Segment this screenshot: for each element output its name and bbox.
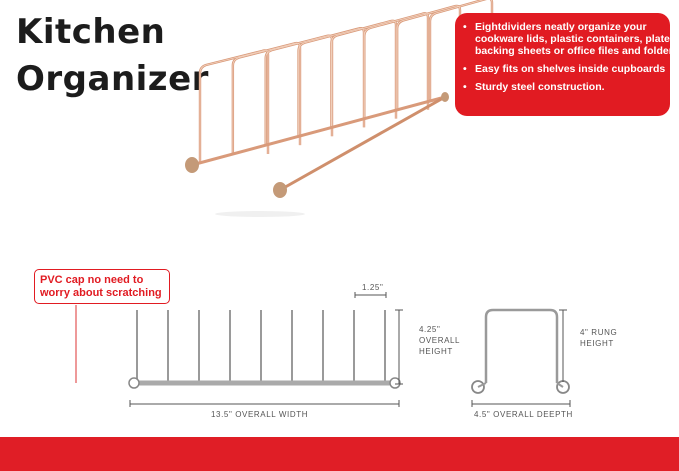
rack-foot-cap [185,157,199,173]
height-label-line1: OVERALL [419,336,461,345]
bullet-icon: • [463,81,467,93]
bullet-icon: • [463,21,467,33]
feature-text-line: Sturdy steel construction. [475,81,605,93]
spacing-label: 1.25" [362,283,384,292]
rack-back-rod [280,97,445,190]
feature-text-line: Easy fits on shelves inside cupboards [475,63,666,75]
height-value-label: 4.25" [419,325,441,334]
rack-foot-cap [441,92,449,102]
callout-line-1: PVC cap no need to [40,274,144,286]
bullet-icon: • [463,63,467,75]
callout-line-2: worry about scratching [40,287,162,299]
depth-label: 4.5" OVERALL DEEPTH [474,410,573,419]
feature-list [463,21,679,93]
title-organizer: Organizer [16,59,209,99]
feature-text-line: Eightdividers neatly organize your [475,21,647,33]
feature-item [463,81,662,93]
rung-label-line2: HEIGHT [580,339,614,348]
rack-front-rod [192,97,445,165]
feature-text-line: cookware lids, plastic containers, plates [475,33,676,45]
rack-foot-cap [273,182,287,198]
feature-item [463,21,679,57]
side-view-rung [486,310,557,383]
footer-bar [0,437,679,471]
title-kitchen: Kitchen [16,12,166,52]
height-label-line2: HEIGHT [419,347,453,356]
front-view-diagram [137,310,385,383]
rung-label-line1: 4" RUNG [580,328,618,337]
pvc-cap-callout [34,269,170,304]
feature-text-line: backing sheets or office files and folders [475,45,679,57]
feature-item [463,63,666,75]
front-view-cap [129,378,139,388]
width-label: 13.5" OVERALL WIDTH [211,410,309,419]
features-panel [455,13,679,116]
rack-shadow [215,211,305,217]
